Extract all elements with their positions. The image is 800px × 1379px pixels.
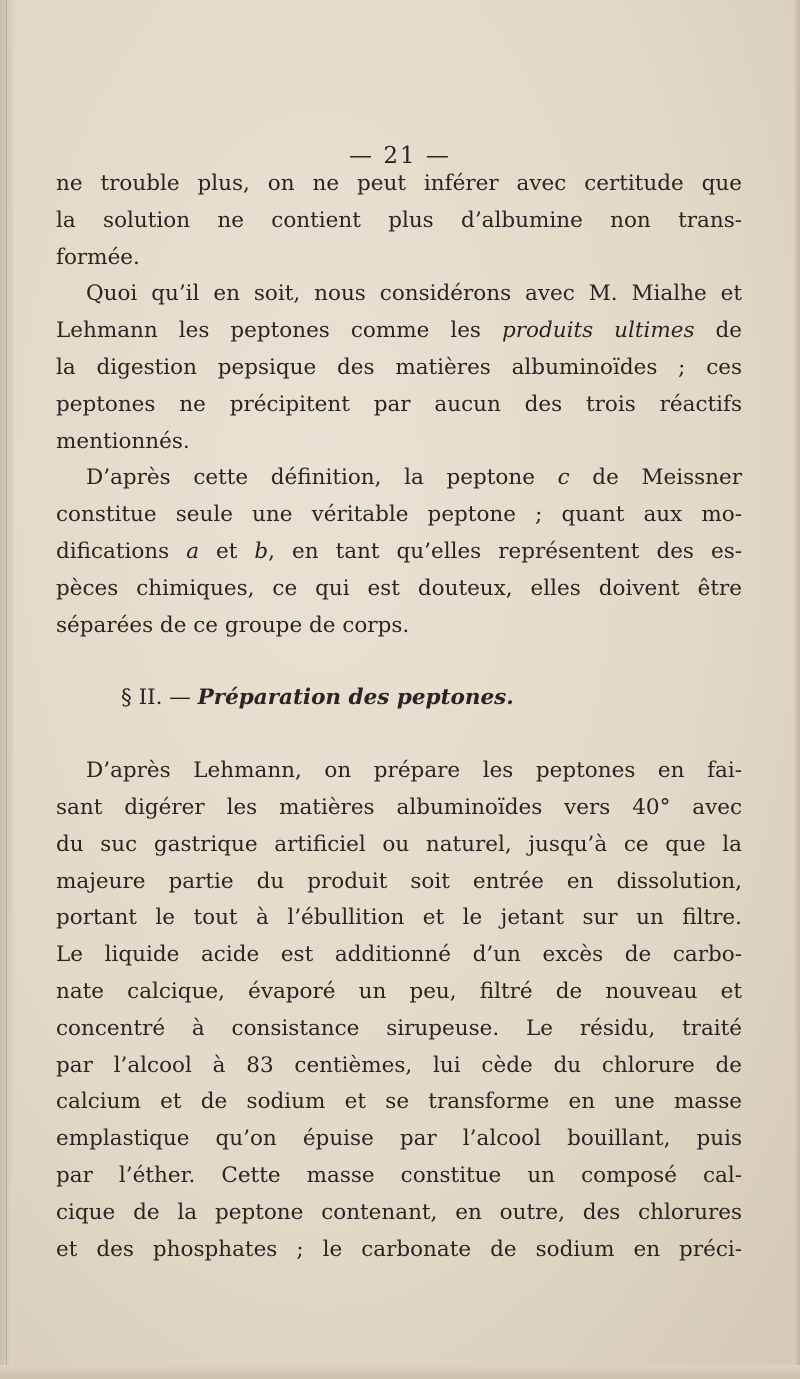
text-line: Le liquide acide est additionné d’un excès de carbo- <box>56 942 742 968</box>
text-line: par l’alcool à 83 centièmes, lui cède du chlorure de <box>56 1052 742 1078</box>
text-line: et des phosphates ; le carbonate de sodium en préci- <box>56 1236 742 1262</box>
section-heading <box>56 680 742 717</box>
binding-edge <box>0 0 14 1379</box>
text-line: par l’éther. Cette masse constitue un composé cal- <box>56 1162 742 1188</box>
italic-term: c <box>557 465 570 491</box>
section-number: § II. — <box>121 685 191 711</box>
text-line: formée. <box>56 244 140 270</box>
text-line: sant digérer les matières albuminoïdes vers 40° avec <box>56 794 742 820</box>
text-line: ne trouble plus, on ne peut inférer avec certitude que <box>56 171 742 196</box>
paragraph-peptones-definition <box>56 276 742 460</box>
text-line-with-italic: Lehmann les peptones comme les produits ultimes de <box>56 318 743 344</box>
paragraph-preparation <box>56 753 742 1268</box>
text-line-with-italic: difications a et b, en tant qu’elles représentent des es- <box>56 538 742 564</box>
page-number: — 21 — <box>349 143 451 169</box>
text-line: portant le tout à l’ébullition et le jetant sur un filtre. <box>56 905 742 931</box>
spacer <box>56 644 742 680</box>
paragraph-meissner <box>56 460 742 644</box>
text-line: emplastique qu’on épuise par l’alcool bouillant, puis <box>56 1126 742 1152</box>
text-line: nate calcique, évaporé un peu, filtré de nouveau et <box>56 978 742 1004</box>
text-line: la solution ne contient plus d’albumine non trans- <box>56 207 742 233</box>
text-line: du suc gastrique artificiel ou naturel, jusqu’à ce que la <box>56 831 742 857</box>
paragraph-continuation <box>56 166 742 276</box>
spacer <box>56 717 742 753</box>
text-line: constitue seule une véritable peptone ; quant aux mo- <box>56 502 742 528</box>
binding-edge-line <box>6 0 7 1379</box>
text-line: pèces chimiques, ce qui est douteux, elles doivent être <box>56 575 742 601</box>
text-line: concentré à consistance sirupeuse. Le résidu, traité <box>56 1015 742 1041</box>
section-title: Préparation des peptones. <box>197 685 514 711</box>
text-line-with-italic: D’après cette définition, la peptone c de Meissner <box>86 465 742 491</box>
text-line: peptones ne précipitent par aucun des trois réactifs <box>56 391 742 417</box>
bottom-page-edge <box>0 1365 800 1379</box>
italic-term: b <box>254 538 269 564</box>
right-page-edge <box>794 0 800 1379</box>
page-text <box>56 135 742 1268</box>
text-line: calcium et de sodium et se transforme en une masse <box>56 1089 742 1115</box>
italic-term: produits ultimes <box>501 318 695 344</box>
text-line: la digestion pepsique des matières albuminoïdes ; ces <box>56 354 742 380</box>
text-line: majeure partie du produit soit entrée en dissolution, <box>56 868 742 894</box>
text-line: D’après Lehmann, on prépare les peptones en fai- <box>86 758 742 784</box>
text-line: Quoi qu’il en soit, nous considérons avec M. Mialhe et <box>86 281 742 307</box>
italic-term: a <box>186 538 200 564</box>
text-line: séparées de ce groupe de corps. <box>56 612 410 638</box>
text-line: mentionnés. <box>56 428 190 454</box>
text-line: cique de la peptone contenant, en outre, des chlorures <box>56 1199 742 1225</box>
